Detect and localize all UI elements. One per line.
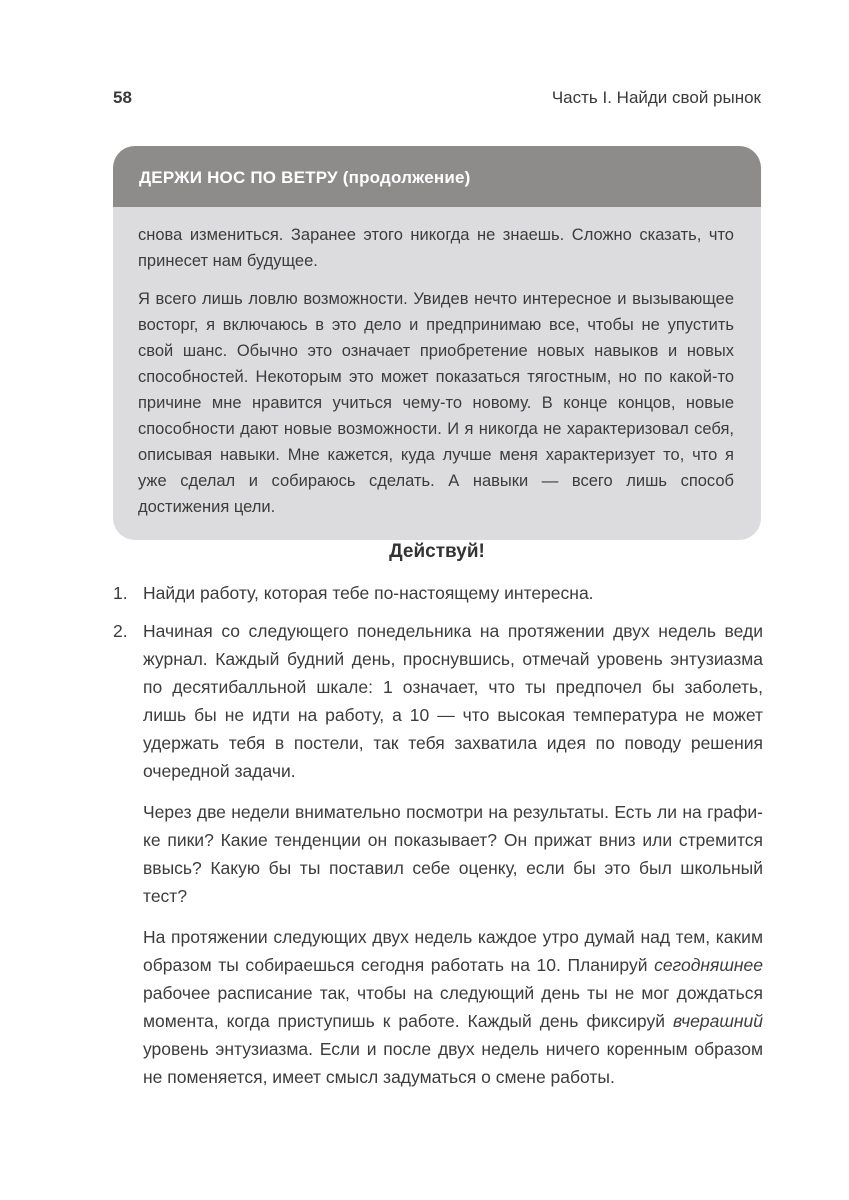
list-item <box>113 579 763 607</box>
sidebar-box-body <box>113 207 761 540</box>
list-item-number: 2. <box>113 621 128 641</box>
sidebar-box-paragraph: Я всего лишь ловлю возможности. Увидев нечто интересное и вызывающее восторг, я включаюсь в это дело и предпринимаю все, чтобы не упустить свой шанс. Обычно это означает приобретение новых навыков и новых способностей. Некоторым это может показаться тягостным, но по какой-то причине мне нравится учиться чему-то новому. В конце концов, новые способности дают новые возможности. И я никогда не характеризовал себя, описывая навыки. Мне кажется, куда лучше меня характеризует то, что я уже сделал и собираюсь сделать. А навыки — всего лишь способ достижения цели. <box>138 290 734 516</box>
action-list <box>113 579 763 1101</box>
page-number: 58 <box>113 88 132 107</box>
list-item <box>113 617 763 1091</box>
section-heading: Действуй! <box>389 541 485 562</box>
list-item-paragraph: Начиная со следующего понедельника на протяжении двух недель веди журнал. Каждый будний день, проснувшись, отмечай уровень энтузиазма по десятибалльной шкале: 1 означает, что ты предпочел бы заболеть, лишь бы не идти на работу, а 10 — что высокая температура не может удержать тебя в постели, так тебя захватила идея по поводу решения очередной задачи. <box>143 621 763 781</box>
list-item-number: 1. <box>113 583 128 603</box>
sidebar-box <box>113 146 761 540</box>
sidebar-box-header <box>113 146 761 207</box>
running-head <box>113 88 761 108</box>
list-item-body <box>143 579 763 607</box>
sidebar-box-paragraph: снова измениться. Заранее этого никогда не знаешь. Сложно сказать, что принесет нам будущее. <box>138 226 734 270</box>
sidebar-box-title: ДЕРЖИ НОС ПО ВЕТРУ (продолжение) <box>139 168 471 187</box>
list-item-paragraph: Через две недели внимательно посмотри на результаты. Есть ли на графике пики? Какие тенденции он показывает? Он прижат вниз или стремится ввысь? Какую бы ты поставил себе оценку, если бы это был школьный тест? <box>143 802 763 906</box>
list-item-paragraph: На протяжении следующих двух недель каждое утро думай над тем, каким образом ты собираешься сегодня работать на 10. Планируй сегодняшнее рабочее расписание так, чтобы на следующий день ты не мог дождаться момента, когда приступишь к работе. Каждый день фиксируй вчерашний уровень энтузиазма. Если и после двух недель ничего коренным образом не поменяется, имеет смысл задуматься о смене работы. <box>143 927 763 1087</box>
list-item-body <box>143 617 763 1091</box>
list-item-paragraph: Найди работу, которая тебе по-настоящему интересна. <box>143 583 594 603</box>
running-header-title: Часть I. Найди свой рынок <box>551 88 761 107</box>
